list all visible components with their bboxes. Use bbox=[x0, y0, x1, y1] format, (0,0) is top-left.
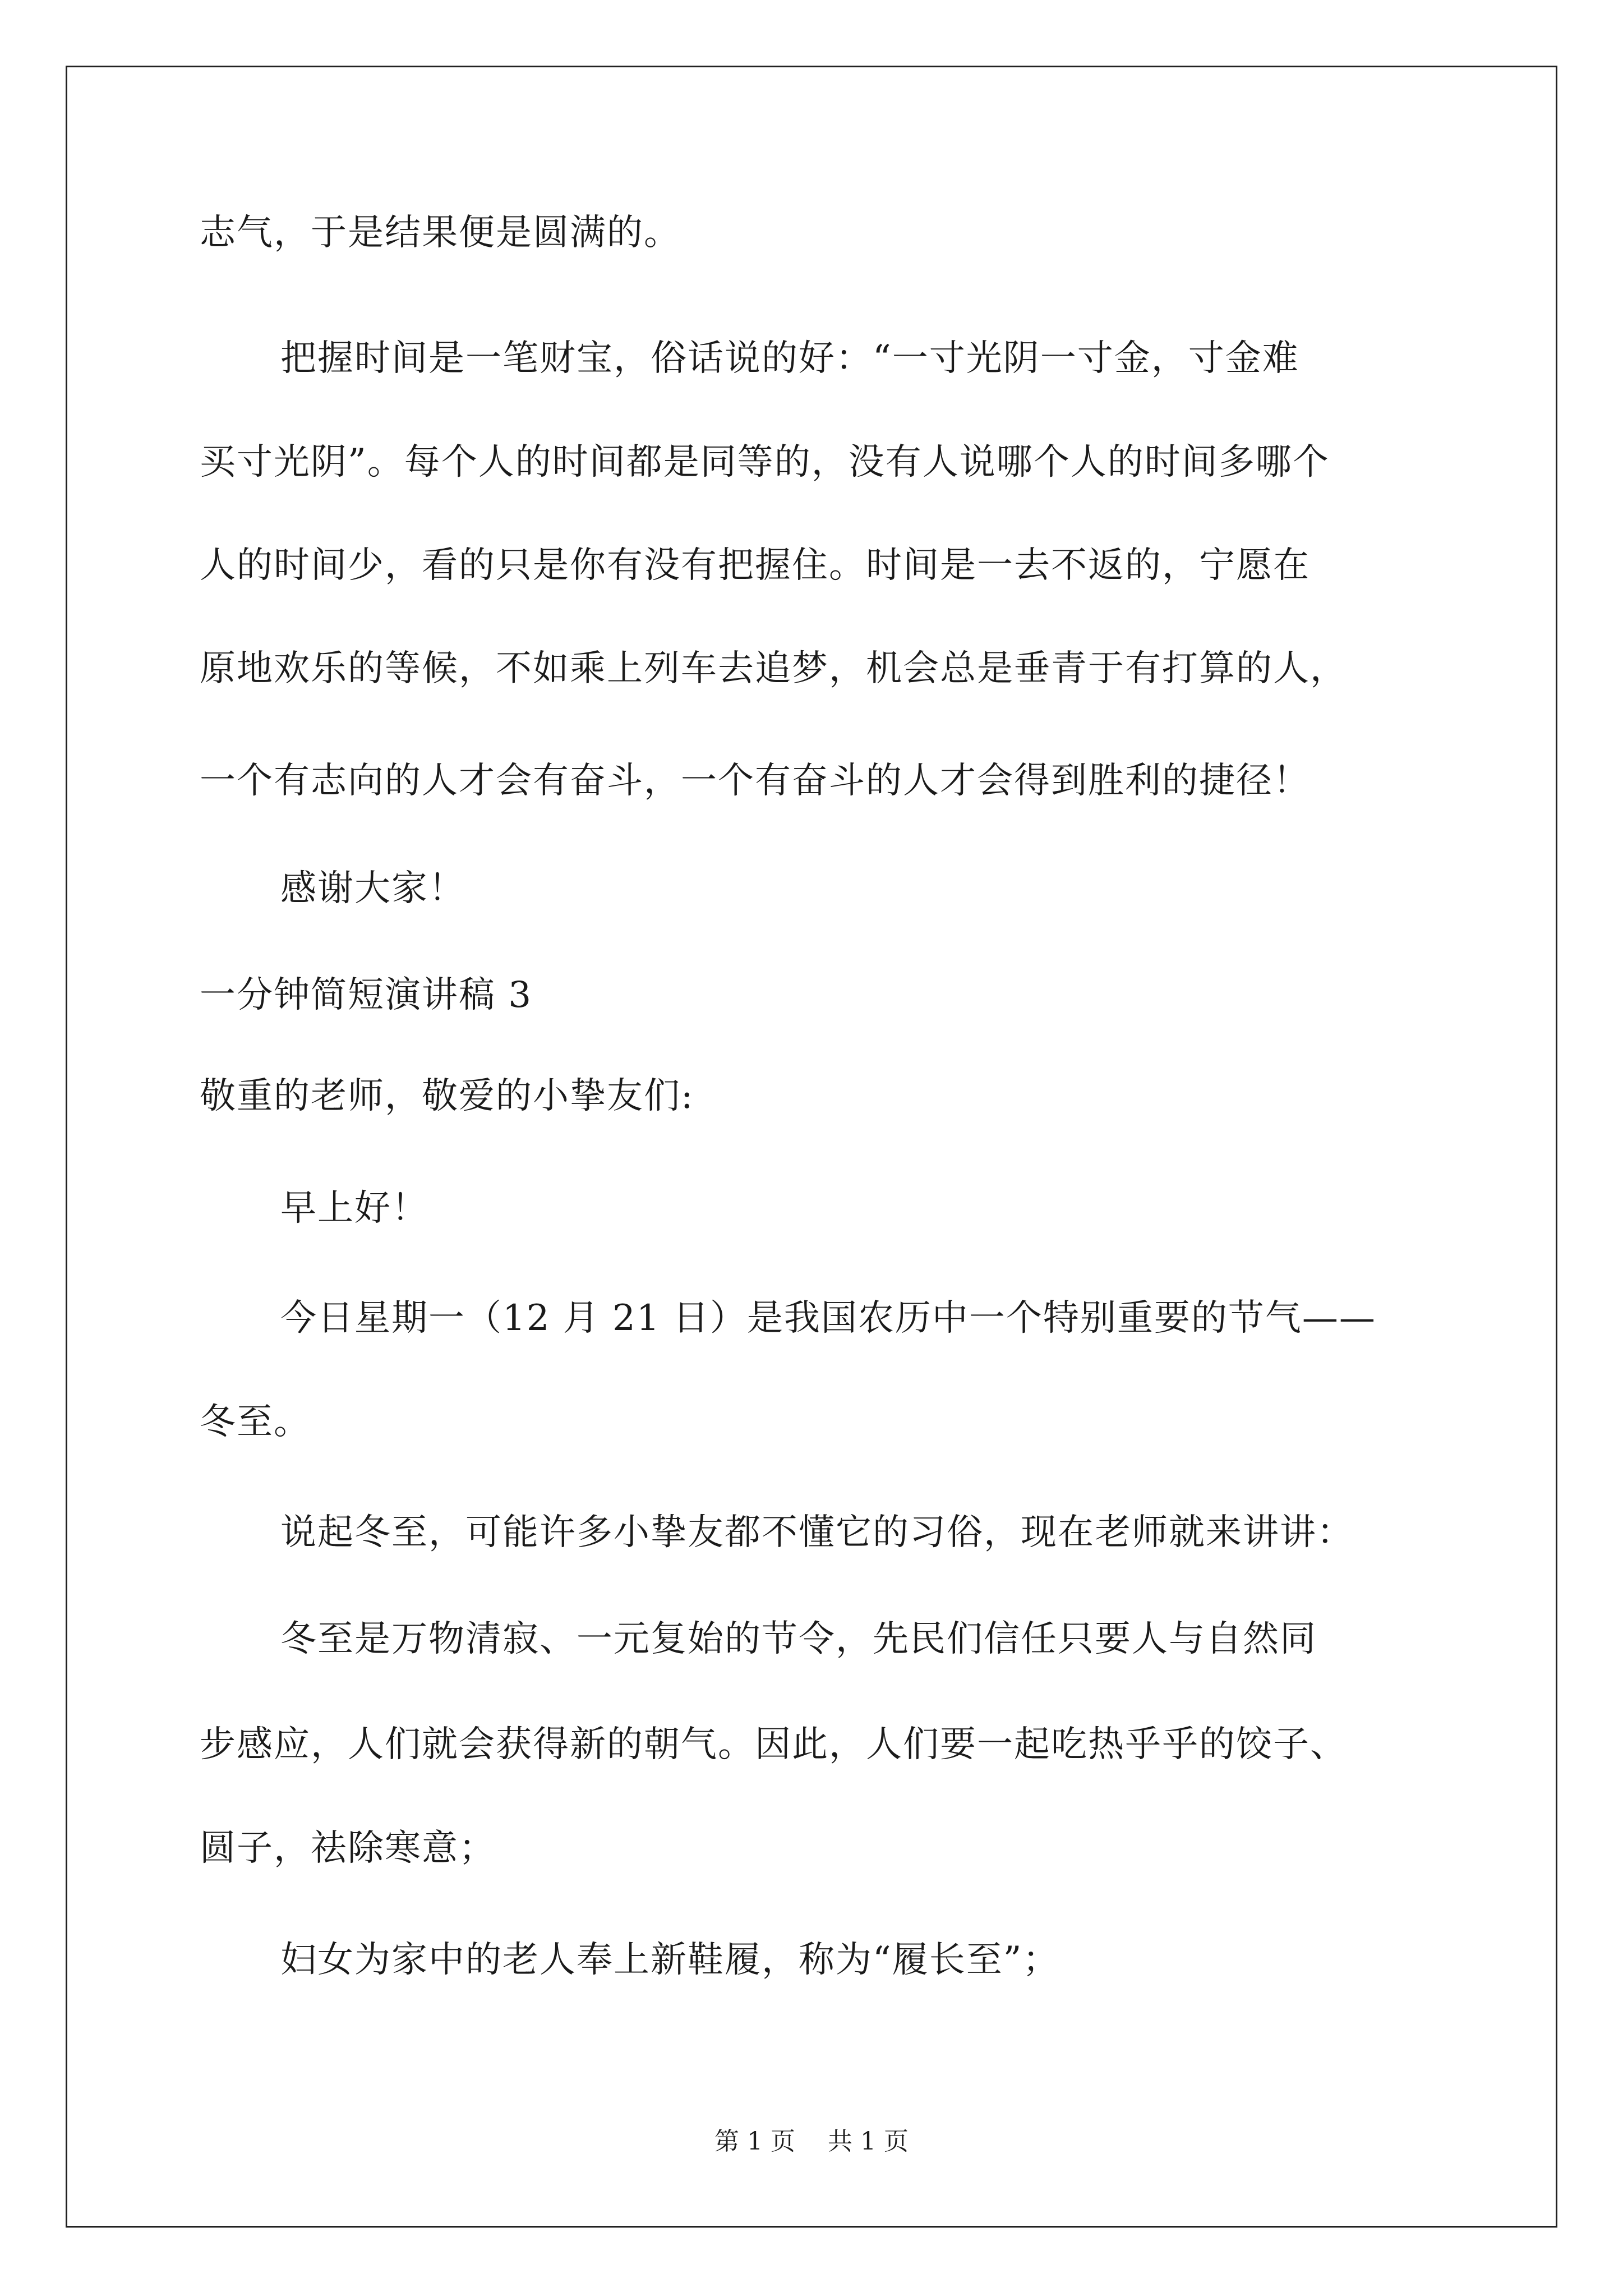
text-line: 原地欢乐的等候，不如乘上列车去追梦，机会总是垂青于有打算的人， bbox=[200, 648, 1347, 689]
greeting: 早上好！ bbox=[280, 1188, 428, 1229]
text-line: 志气，于是结果便是圆满的。 bbox=[200, 212, 681, 254]
page-number: 第 1 页 bbox=[714, 2127, 795, 2156]
page-frame bbox=[66, 66, 1557, 2228]
section-heading: 一分钟简短演讲稿 3 bbox=[200, 974, 533, 1016]
text-line: 冬至。 bbox=[200, 1401, 311, 1443]
text-line: 冬至是万物清寂、一元复始的节令，先民们信任只要人与自然同 bbox=[280, 1618, 1317, 1660]
text-line: 今日星期一（12 月 21 日）是我国农历中一个特别重要的节气—— bbox=[280, 1297, 1376, 1339]
text-line: 把握时间是一笔财宝，俗话说的好：“一寸光阴一寸金，寸金难 bbox=[280, 338, 1299, 379]
text-line: 圆子，祛除寒意； bbox=[200, 1828, 496, 1869]
text-line: 步感应，人们就会获得新的朝气。因此，人们要一起吃热乎乎的饺子、 bbox=[200, 1724, 1347, 1765]
salutation: 敬重的老师，敬爱的小挚友们: bbox=[200, 1075, 694, 1117]
text-line: 妇女为家中的老人奉上新鞋履，称为“履长至”； bbox=[280, 1939, 1060, 1981]
text-line: 感谢大家！ bbox=[280, 868, 465, 909]
text-line: 买寸光阴”。每个人的时间都是同等的，没有人说哪个人的时间多哪个 bbox=[200, 441, 1330, 483]
page-total: 共 1 页 bbox=[828, 2127, 909, 2156]
text-line: 说起冬至，可能许多小挚友都不懂它的习俗，现在老师就来讲讲： bbox=[280, 1512, 1354, 1553]
text-line: 一个有志向的人才会有奋斗，一个有奋斗的人才会得到胜利的捷径！ bbox=[200, 760, 1310, 802]
text-line: 人的时间少，看的只是你有没有把握住。时间是一去不返的，宁愿在 bbox=[200, 545, 1310, 586]
page-footer bbox=[0, 2129, 1623, 2154]
